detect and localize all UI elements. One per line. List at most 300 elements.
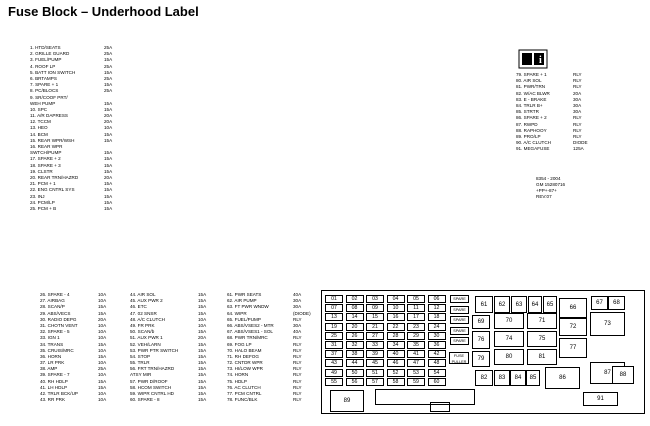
fuse-label: 55. TRLR <box>130 360 150 366</box>
fuse-label: 28. SCAN/P <box>40 304 65 310</box>
fuse-label: 19. CLSTR <box>30 168 53 174</box>
mini-fuse: 10 <box>387 304 405 312</box>
fuse-label: 11. A/R DAPRESS <box>30 113 68 119</box>
connector-tab <box>430 402 450 412</box>
fuse-rating: DIODE <box>573 140 588 146</box>
part-number-block <box>536 176 565 200</box>
fuse-rating: 15A <box>104 57 113 63</box>
fuse-rating: 10A <box>98 360 107 366</box>
fuse-label: 83. E - BRAKE <box>516 96 547 102</box>
relay-68: 68 <box>608 296 625 310</box>
mini-fuse: 37 <box>325 350 343 358</box>
fuse-rating: 10A <box>98 347 107 353</box>
mini-fuse: 47 <box>407 359 425 367</box>
relay-86: 86 <box>545 367 580 389</box>
fuse-rating: 15A <box>98 341 107 347</box>
fuse-rating: RLY <box>573 133 582 139</box>
fuse-label: 37. LR PRK <box>40 360 65 366</box>
fuse-rating: 20A <box>104 113 113 119</box>
fuse-label: 76. AC CLUTCH <box>227 384 261 390</box>
fuse-label: 80. AIR SOL <box>516 78 542 84</box>
mini-fuse: 02 <box>346 295 364 303</box>
relay-74: 74 <box>494 331 524 347</box>
fuse-rating: 15A <box>98 310 107 316</box>
mini-fuse: 29 <box>407 332 425 340</box>
fuse-rating: 10A <box>104 125 113 131</box>
mini-fuse: 22 <box>387 323 405 331</box>
fuse-label: 23. INJ <box>30 193 45 199</box>
fuse-label: 58. HCOM SWITCH <box>130 384 172 390</box>
page-title: Fuse Block – Underhood Label <box>8 4 199 19</box>
mini-fuse: 21 <box>366 323 384 331</box>
fuse-rating: 15A <box>104 162 113 168</box>
fuse-label: 26. SPARE - 4 <box>40 292 70 297</box>
fuse-label: 51. AUX PWR 1 <box>130 335 163 341</box>
fuse-rating: 30A <box>293 298 302 304</box>
fuse-label: 48. A/C CLUTCH <box>130 316 165 322</box>
relay-77: 77 <box>559 338 587 358</box>
relay-72: 72 <box>559 318 587 336</box>
spare-slot: SPARE <box>450 327 469 335</box>
fuse-label: 90. A/C CLUTCH <box>516 140 551 146</box>
fuse-label: 42. TRLR BCK/UP <box>40 391 78 396</box>
mini-fuse: 01 <box>325 295 343 303</box>
mini-fuse: 39 <box>366 350 384 358</box>
fuse-label: 13. HEO <box>30 125 48 131</box>
fuse-label: 21. PCM + 1 <box>30 181 56 187</box>
fuse-label: 75. HDLP <box>227 378 247 384</box>
fuse-rating: 15A <box>98 384 107 390</box>
relay-63: 63 <box>511 296 527 313</box>
fuse-rating: RLY <box>293 384 302 390</box>
fuse-label: 12. TCCM <box>30 119 51 125</box>
spare-slot: SPARE <box>450 316 469 324</box>
mini-fuse: 12 <box>428 304 446 312</box>
mini-fuse: 49 <box>325 369 343 377</box>
mini-fuse: 06 <box>428 295 446 303</box>
fuse-label: 4. ROOF LP <box>30 63 56 69</box>
fuse-label: 88. RAPHOOY <box>516 127 547 133</box>
fuse-rating: RLY <box>293 372 302 378</box>
relay-88: 88 <box>612 366 634 384</box>
mini-fuse: 48 <box>428 359 446 367</box>
fuse-rating: 15A <box>198 360 207 366</box>
part-number-line: REV:07 <box>536 194 552 199</box>
relay-81: 81 <box>527 349 557 365</box>
fuse-rating: 15A <box>98 304 107 310</box>
relay-84: 84 <box>510 370 526 386</box>
fuse-list-2 <box>516 72 596 152</box>
fuse-label: 64. WIPR <box>227 310 247 316</box>
mini-fuse: 51 <box>366 369 384 377</box>
relay-71: 71 <box>527 313 557 329</box>
mini-fuse: 27 <box>366 332 384 340</box>
fuse-list-3 <box>40 292 115 403</box>
fuse-rating: 40A <box>293 292 302 297</box>
spare-slot: SPARE <box>450 306 469 314</box>
fuse-rating: 10A <box>198 316 207 322</box>
fuse-rating: 15A <box>104 100 113 106</box>
mini-fuse: 11 <box>407 304 425 312</box>
svg-text:i: i <box>539 55 542 66</box>
fuse-label: 16. REAR WPR <box>30 144 63 149</box>
mini-fuse: 40 <box>387 350 405 358</box>
spare-slot: SPARE <box>450 295 469 303</box>
fuse-label: 73. HI/LOW WPR <box>227 366 263 372</box>
fuse-rating: 30A <box>573 109 582 115</box>
fuse-list-4 <box>130 292 215 403</box>
fuse-label: 52. VEH/LARN <box>130 341 161 347</box>
mini-fuse: 52 <box>387 369 405 377</box>
fuse-rating: 15A <box>198 353 207 359</box>
fuse-rating: 20A <box>104 174 113 180</box>
fuse-rating: RLY <box>573 115 582 121</box>
fuse-rating: RLY <box>573 84 582 90</box>
fuse-label: SWTCH/PUMP <box>30 150 62 156</box>
fuse-label: 39. SPARE - 7 <box>40 372 70 378</box>
relay-76: 76 <box>472 331 490 349</box>
relay-89: 89 <box>330 390 364 412</box>
fuse-label: 41. LH HDLP <box>40 384 68 390</box>
fuse-rating: RLY <box>293 316 302 322</box>
fuse-label: 85. STRTR <box>516 109 539 115</box>
fuse-rating: 25A <box>104 63 113 69</box>
fuse-rating: 10A <box>98 298 107 304</box>
fuse-rating: 15A <box>198 341 207 347</box>
fuse-rating: RLY <box>293 391 302 396</box>
manual-book-icon <box>518 49 548 69</box>
fuse-label: 27. AIRBAG <box>40 298 65 304</box>
fuse-label: 53. PWR PTR SWITCH <box>130 347 179 353</box>
part-number-line: +PP+-87+ <box>536 188 557 193</box>
fuse-label: 60. SPARE - 8 <box>130 397 160 403</box>
fuse-label: 46. ETC <box>130 304 147 310</box>
fuse-label: 20. REAR TRN/HAZRD <box>30 174 79 180</box>
fuse-label: 50. SCAN/b <box>130 329 155 335</box>
fuse-label: 24. PCM/LP <box>30 199 55 205</box>
fuse-rating: 25A <box>98 366 107 372</box>
fuse-rating: 15A <box>104 150 113 156</box>
fuse-label: 65. FUEL/PUMP <box>227 316 261 322</box>
mini-fuse: 05 <box>407 295 425 303</box>
fuse-rating: 10A <box>98 372 107 378</box>
relay-83: 83 <box>494 370 510 386</box>
fuse-label: 59. WIPR CNTRL HD <box>130 391 174 396</box>
relay-66: 66 <box>559 298 587 318</box>
fuse-label: 87. RWPD <box>516 121 538 127</box>
spare-slot: SPARE <box>450 337 469 345</box>
fuse-rating: 15A <box>104 168 113 174</box>
fuse-rating: 15A <box>104 199 113 205</box>
fuse-rating: 15A <box>104 69 113 75</box>
relay-80: 80 <box>494 349 524 365</box>
fuse-label: 62. AIR PUMP <box>227 298 257 304</box>
fuse-rating: 30A <box>293 322 302 328</box>
fuse-label: 2. GRILLE GUARD <box>30 51 70 57</box>
fuse-rating: 15A <box>104 156 113 162</box>
fuse-rating: 10A <box>98 329 107 335</box>
fuse-rating: 15A <box>98 378 107 384</box>
fuse-label: 71. RH DEFOG <box>227 353 259 359</box>
fuse-rating: 15A <box>198 366 207 372</box>
relay-61: 61 <box>475 296 493 313</box>
fuse-rating: 10A <box>98 335 107 341</box>
fuse-label: 44. AIR SOL <box>130 292 156 297</box>
fuse-rating: 20A <box>573 90 582 96</box>
fuse-rating: 15A <box>198 304 207 310</box>
fuse-rating: 15A <box>104 137 113 143</box>
fuse-rating: 20A <box>104 119 113 125</box>
fuse-rating: 25A <box>104 45 113 50</box>
fuse-label: 33. IGN 1 <box>40 335 60 341</box>
fuse-label: 35. CRUIS/MRC <box>40 347 74 353</box>
fuse-rating: 25A <box>104 88 113 94</box>
fuse-rating: 25A <box>104 75 113 81</box>
relay-75: 75 <box>527 331 557 347</box>
fuse-rating: RLY <box>293 341 302 347</box>
fuse-label: 89. PRO/LP <box>516 133 541 139</box>
fuse-label: WEH PUMP <box>30 100 56 106</box>
fuse-label: 14. BCM <box>30 131 48 137</box>
fuse-label: 61. PWR SEATS <box>227 292 262 297</box>
fuse-rating: 15A <box>198 391 207 396</box>
fuse-label: 40. RH HDLP <box>40 378 68 384</box>
fuse-label: 72. CNTDR WPR <box>227 360 263 366</box>
mini-fuse: 16 <box>387 313 405 321</box>
mini-fuse: 35 <box>407 341 425 349</box>
mini-fuse: 15 <box>366 313 384 321</box>
fuse-rating: 15A <box>104 193 113 199</box>
fuse-label: 82. W/AC BLWR <box>516 90 550 96</box>
fuse-label: 32. SPARE - 5 <box>40 329 70 335</box>
mini-fuse: 46 <box>387 359 405 367</box>
fuse-label: 18. SPARE + 3 <box>30 162 61 168</box>
part-number-line: GM 15280716 <box>536 182 566 187</box>
mini-fuse: 55 <box>325 378 343 386</box>
fuse-label: 29. ABS/VECS <box>40 310 71 316</box>
fuse-label: 31. CHOTN VENT <box>40 322 78 328</box>
fuse-label: 79. SPARE + 1 <box>516 72 547 77</box>
fuse-label: 22. ENG CNTRL SYS <box>30 187 75 193</box>
fuse-rating: RLY <box>293 347 302 353</box>
fuse-label: 6. BRTAMPS <box>30 75 57 81</box>
mini-fuse: 20 <box>346 323 364 331</box>
mini-fuse: 03 <box>366 295 384 303</box>
mini-fuse: 08 <box>346 304 364 312</box>
mini-fuse: 60 <box>428 378 446 386</box>
fuse-rating: 15A <box>104 131 113 137</box>
relay-67: 67 <box>591 296 608 310</box>
fuse-list-5 <box>227 292 312 403</box>
mini-fuse: 32 <box>346 341 364 349</box>
relay-85: 85 <box>526 370 540 386</box>
fuse-label: 67. ABS/VSES1 - SOL <box>227 329 273 335</box>
fuse-rating: 10A <box>98 322 107 328</box>
mini-fuse: 13 <box>325 313 343 321</box>
mini-fuse: 31 <box>325 341 343 349</box>
fuse-rating: 10A <box>98 391 107 396</box>
mini-fuse: 14 <box>346 313 364 321</box>
fuse-label: 9. SR/COOF PRT/ <box>30 94 68 100</box>
mini-fuse: 38 <box>346 350 364 358</box>
fuse-puller: FUSE PULLER <box>449 352 469 364</box>
fuse-rating: RLY <box>573 78 582 84</box>
mini-fuse: 25 <box>325 332 343 340</box>
fuse-rating: 15A <box>198 384 207 390</box>
fuse-list-row <box>30 206 120 212</box>
mini-fuse: 18 <box>428 313 446 321</box>
fuse-label: 78. FUNC/BLK <box>227 397 258 403</box>
fuse-label: 8. PC/BLOCS <box>30 88 59 94</box>
mini-fuse: 09 <box>366 304 384 312</box>
fuse-rating: 15A <box>198 292 207 297</box>
relay-73: 73 <box>590 312 625 336</box>
fuse-rating: 125A <box>573 146 584 152</box>
relay-82: 82 <box>475 370 493 386</box>
fuse-rating: 15A <box>98 353 107 359</box>
mini-fuse: 28 <box>387 332 405 340</box>
fuse-label: 57. PWR D/ROOF <box>130 378 168 384</box>
fuse-rating: 15A <box>198 298 207 304</box>
mini-fuse: 07 <box>325 304 343 312</box>
fuse-label: 68. PWR TRN/MRC <box>227 335 268 341</box>
fuse-label: 43. RR PRK <box>40 397 66 403</box>
fuse-rating: RLY <box>293 353 302 359</box>
mini-fuse: 17 <box>407 313 425 321</box>
fuse-rating: 10A <box>98 292 107 297</box>
part-number-line: 8354 - 2004 <box>536 176 561 181</box>
fuse-rating: 20A <box>198 335 207 341</box>
fuse-label: 54. STOP <box>130 353 151 359</box>
mini-fuse: 04 <box>387 295 405 303</box>
mini-fuse: 45 <box>366 359 384 367</box>
fuse-rating: (DIODE) <box>293 310 311 316</box>
mini-fuse: 41 <box>407 350 425 358</box>
mini-fuse: 33 <box>366 341 384 349</box>
fuse-rating: 15A <box>104 82 113 88</box>
fuse-label: 91. MEGAFUSE <box>516 146 550 152</box>
fuse-rating: 15A <box>198 347 207 353</box>
fuse-label: 34. TRANS <box>40 341 64 347</box>
fuse-label: 25. PCM + B <box>30 205 57 211</box>
fuse-rating: 15A <box>104 187 113 193</box>
fuse-label: 77. PCM CNTRL <box>227 391 262 396</box>
fuse-rating: 30A <box>573 96 582 102</box>
relay-70: 70 <box>494 313 524 329</box>
mini-fuse: 58 <box>387 378 405 386</box>
mini-fuse: 26 <box>346 332 364 340</box>
relay-65: 65 <box>543 296 557 313</box>
relay-91: 91 <box>583 392 618 406</box>
fuse-label: 30. RADIO DEPG <box>40 316 77 322</box>
fuse-label: 66. ABS/VSES2 - MTR <box>227 322 274 328</box>
fuse-label: 17. SPARE + 2 <box>30 156 61 162</box>
fuse-label: 69. FOG LP <box>227 341 252 347</box>
mini-fuse: 43 <box>325 359 343 367</box>
fuse-label: 1. HTD/SEATS <box>30 45 61 50</box>
relay-69: 69 <box>472 315 490 329</box>
mini-fuse: 42 <box>428 350 446 358</box>
fuse-label: 81. PWR/TRN <box>516 84 546 90</box>
fuse-label: 7. SPARE + 1 <box>30 82 59 88</box>
fuse-rating: 10A <box>98 397 107 403</box>
fuse-label: 70. HALO BEAM <box>227 347 262 353</box>
mini-fuse: 44 <box>346 359 364 367</box>
relay-79: 79 <box>472 351 490 367</box>
fuse-label: 5. BATT ION SWITCH <box>30 69 76 75</box>
fuse-label: 36. HORN <box>40 353 62 359</box>
fuse-rating: RLY <box>293 366 302 372</box>
mini-fuse: 53 <box>407 369 425 377</box>
fuse-rating: 30A <box>573 102 582 108</box>
fuse-rating: RLY <box>573 72 582 77</box>
mini-fuse: 59 <box>407 378 425 386</box>
mini-fuse: 56 <box>346 378 364 386</box>
fuse-label: 15. REAR WPR/WSH <box>30 137 75 143</box>
fuse-list-row <box>130 397 215 403</box>
relay-87: 87 <box>590 362 625 384</box>
fuse-rating: 15A <box>198 372 207 378</box>
fuse-label: ATSY MIR <box>130 372 152 378</box>
fuse-list-1 <box>30 45 120 212</box>
fuse-rating: 25A <box>104 51 113 57</box>
mini-fuse: 50 <box>346 369 364 377</box>
fuse-rating: 30A <box>293 304 302 310</box>
fuse-label: 84. TRLR B+ <box>516 102 543 108</box>
fuse-rating: RLY <box>293 397 302 403</box>
fuse-rating: RLY <box>573 121 582 127</box>
fuse-list-row <box>516 146 596 152</box>
fuse-rating: 15A <box>198 378 207 384</box>
fuse-rating: RLY <box>293 335 302 341</box>
connector-strip <box>375 389 475 405</box>
relay-62: 62 <box>494 296 510 313</box>
fuse-rating: 10A <box>198 322 207 328</box>
fuse-rating: RLY <box>293 360 302 366</box>
mini-fuse: 30 <box>428 332 446 340</box>
mini-fuse: 57 <box>366 378 384 386</box>
fuse-rating: 15A <box>104 181 113 187</box>
fuse-label: 63. FT PWR WNDW <box>227 304 269 310</box>
fuse-rating: 15A <box>198 329 207 335</box>
fuse-rating: 15A <box>104 205 113 211</box>
mini-fuse: 36 <box>428 341 446 349</box>
fuse-rating: 20A <box>98 316 107 322</box>
mini-fuse: 24 <box>428 323 446 331</box>
fuse-label: 49. FR PRK <box>130 322 155 328</box>
fuse-rating: RLY <box>293 378 302 384</box>
fuse-label: 10. SPC <box>30 106 48 112</box>
fuse-rating: 15A <box>198 310 207 316</box>
fuse-label: 38. AMP <box>40 366 58 372</box>
fuse-label: 56. FRT TRN/HAZRD <box>130 366 175 372</box>
fuse-label: 74. HORN <box>227 372 249 378</box>
fuse-rating: 15A <box>104 106 113 112</box>
fuse-label: 86. SPARE + 2 <box>516 115 547 121</box>
mini-fuse: 23 <box>407 323 425 331</box>
fuse-label: 47. 02 SNSR <box>130 310 157 316</box>
fuse-list-row <box>40 397 115 403</box>
mini-fuse: 34 <box>387 341 405 349</box>
relay-64: 64 <box>528 296 542 313</box>
fuse-rating: 40A <box>293 329 302 335</box>
fuse-label: 45. AUX PWR 2 <box>130 298 163 304</box>
fuse-rating: 15A <box>198 397 207 403</box>
fuse-list-row <box>227 397 312 403</box>
mini-fuse: 54 <box>428 369 446 377</box>
fuse-label: 3. FUEL/PUMP <box>30 57 62 63</box>
mini-fuse: 19 <box>325 323 343 331</box>
